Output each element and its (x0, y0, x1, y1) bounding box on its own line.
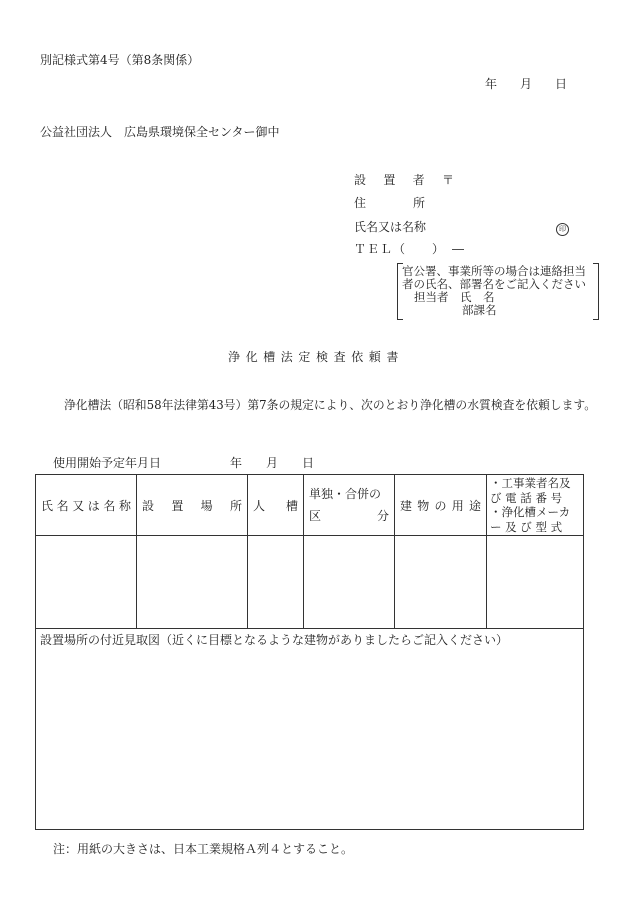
date-year: 年 (485, 77, 498, 91)
header-capacity: 人 槽 (248, 475, 304, 536)
header-building-use: 建 物 の 用 途 (395, 475, 487, 536)
input-type-cell[interactable] (304, 536, 395, 629)
addressee: 公益社団法人 広島県環境保全センター御中 (40, 125, 280, 139)
tel-label: ＴＥＬ（ ） ― (354, 242, 466, 256)
footer-note: 注：用紙の大きさは、日本工業規格Ａ列４とすること。 (53, 842, 354, 856)
date-day: 日 (554, 77, 567, 91)
start-date-month: 月 (266, 456, 279, 470)
installer-char-1: 設 (354, 173, 367, 187)
header-location: 設 置 場 所 (137, 475, 248, 536)
inspection-table (35, 474, 584, 830)
address-char-2: 所 (412, 196, 425, 210)
table-header-row (36, 475, 584, 536)
header-name: 氏 名 又 は 名 称 (36, 475, 137, 536)
map-area[interactable] (36, 629, 584, 830)
address-row (354, 196, 425, 210)
start-date-year: 年 (230, 456, 243, 470)
note-line-4: 部課名 (462, 303, 497, 317)
installer-char-3: 者 (412, 173, 425, 187)
form-number: 別記様式第4号（第8条関係） (40, 53, 200, 67)
map-label: 設置場所の付近見取図（近くに目標となるような建物がありましたらご記入ください） (40, 633, 509, 647)
name-label: 氏名又は名称 (354, 220, 427, 234)
header-type-line1: 単独・合併の (309, 487, 382, 501)
installer-char-2: 置 (383, 173, 396, 187)
document-title: 浄化槽法定検査依頼書 (228, 350, 405, 364)
installer-row (354, 173, 454, 187)
header-type: 単独・合併の 区 分 (304, 475, 395, 536)
date-line (485, 77, 567, 91)
note-line-2: 者の氏名、部署名をご記入ください (402, 277, 586, 291)
note-line-1: 官公署、事業所等の場合は連絡担当 (402, 264, 586, 278)
table-row (36, 536, 584, 629)
start-date-day: 日 (302, 456, 315, 470)
input-building-use-cell[interactable] (395, 536, 487, 629)
input-contractor-cell[interactable] (487, 536, 584, 629)
header-contractor: ・工事業者名及 び 電 話 番 号 ・浄化槽メーカ ー 及 び 型 式 (487, 475, 584, 536)
date-month: 月 (519, 77, 532, 91)
seal-icon: 印 (556, 223, 569, 236)
input-name-cell[interactable] (36, 536, 137, 629)
input-capacity-cell[interactable] (248, 536, 304, 629)
map-row (36, 629, 584, 830)
postal-mark: 〒 (441, 173, 454, 187)
address-char-1: 住 (354, 196, 367, 210)
start-date-label: 使用開始予定年月日 (53, 456, 162, 470)
seal-mark (556, 220, 569, 236)
note-line-3: 担当者 氏 名 (414, 290, 495, 304)
input-location-cell[interactable] (137, 536, 248, 629)
request-statement: 浄化槽法（昭和58年法律第43号）第7条の規定により、次のとおり浄化槽の水質検査を依頼します。 (64, 398, 597, 412)
contact-note-box (397, 263, 599, 320)
